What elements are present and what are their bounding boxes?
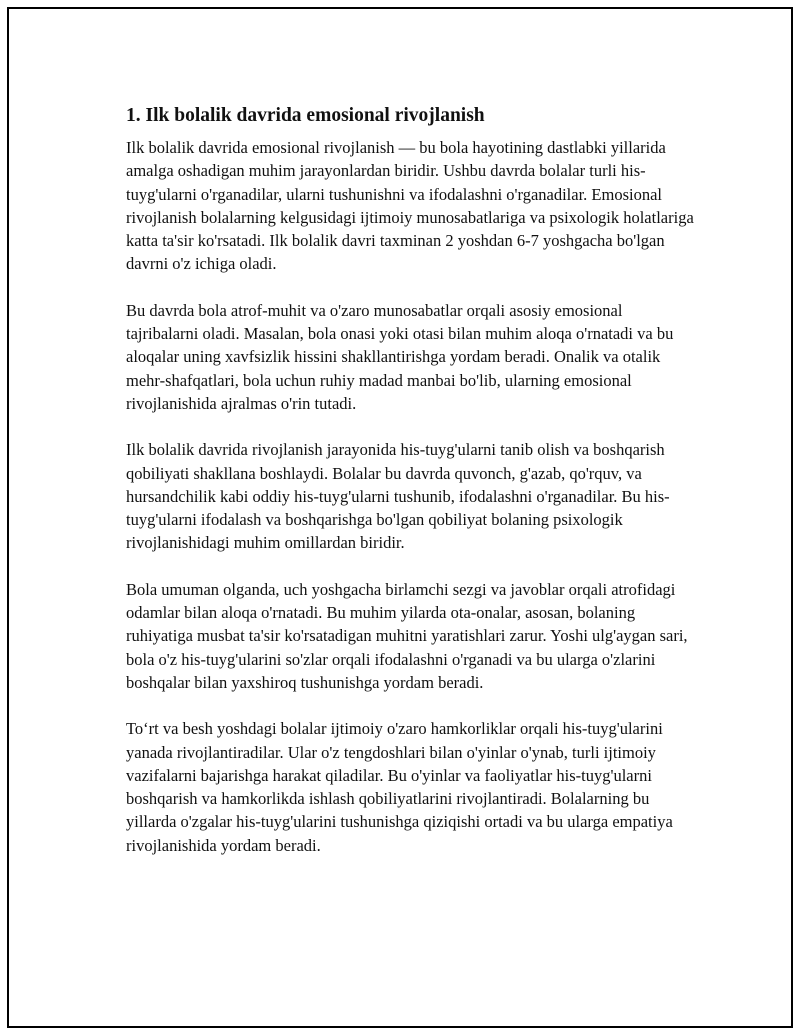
paragraph-3: Ilk bolalik davrida rivojlanish jarayonida his-tuyg'ularni tanib olish va boshqarish qobiliyati shakllana boshlaydi. Bolalar bu davrda quvonch, g'azab, qo'rquv, va hursandchilik kabi oddiy his-tuyg'ularni tushunib, ifodalashni o'rganadilar. Bu his-tuyg'ularni ifodalash va boshqarishga bo'lgan qobiliyat bolaning psixologik rivojlanishidagi muhim omillardan biridir. — [126, 440, 670, 553]
paragraph-4: Bola umuman olganda, uch yoshgacha birlamchi sezgi va javoblar orqali atrofidagi odamlar bilan aloqa o'rnatadi. Bu muhim yilarda ota-onalar, asosan, bolaning ruhiyatiga musbat ta'sir ko'rsatadigan muhitni yaratishlari zarur. Yoshi ulg'aygan sari, bola o'z his-tuyg'ularini so'zlar orqali ifodalashni o'rganadi va bu ularga o'zlarini boshqalar bilan yaxshiroq tushunishga yordam beradi. — [126, 579, 688, 692]
paragraph-5: To‘rt va besh yoshdagi bolalar ijtimoiy o'zaro hamkorliklar orqali his-tuyg'ularini yanada rivojlantiradilar. Ular o'z tengdoshlari bilan o'yinlar o'ynab, turli ijtimoiy vazifalarni bajarishga harakat qiladilar. Bu o'yinlar va faoliyatlar his-tuyg'ularni boshqarish va hamkorlikda ishlash qobiliyatlarini rivojlantiradi. Bolalarning bu yillarda o'zgalar his-tuyg'ularini tushunishga qiziqishi ortadi va bu ularga empatiya rivojlanishida yordam beradi. — [126, 719, 673, 855]
document-content — [126, 104, 696, 880]
paragraph-2: Bu davrda bola atrof-muhit va o'zaro munosabatlar orqali asosiy emosional tajribalarni oladi. Masalan, bola onasi yoki otasi bilan muhim aloqa o'rnatadi va bu aloqalar uning xavfsizlik hissini shakllantirishga yordam beradi. Onalik va otalik mehr-shafqatlari, bola uchun ruhiy madad manbai bo'lib, ularning emosional rivojlanishida ajralmas o'rin tutadi. — [126, 300, 674, 413]
paragraph-1: Ilk bolalik davrida emosional rivojlanish — bu bola hayotining dastlabki yillarida amalga oshadigan muhim jarayonlardan biridir. Ushbu davrda bolalar turli his-tuyg'ularni o'rganadilar, ularni tushunishni va ifodalashni o'rganadilar. Emosional rivojlanish bolalarning kelgusidagi ijtimoiy munosabatlariga va psixologik holatlariga katta ta'sir ko'rsatadi. Ilk bolalik davri taxminan 2 yoshdan 6-7 yoshgacha bo'lgan davrni o'z ichiga oladi. — [126, 138, 694, 274]
section-heading: 1. Ilk bolalik davrida emosional rivojlanish — [126, 105, 485, 126]
page-frame — [7, 7, 793, 1028]
